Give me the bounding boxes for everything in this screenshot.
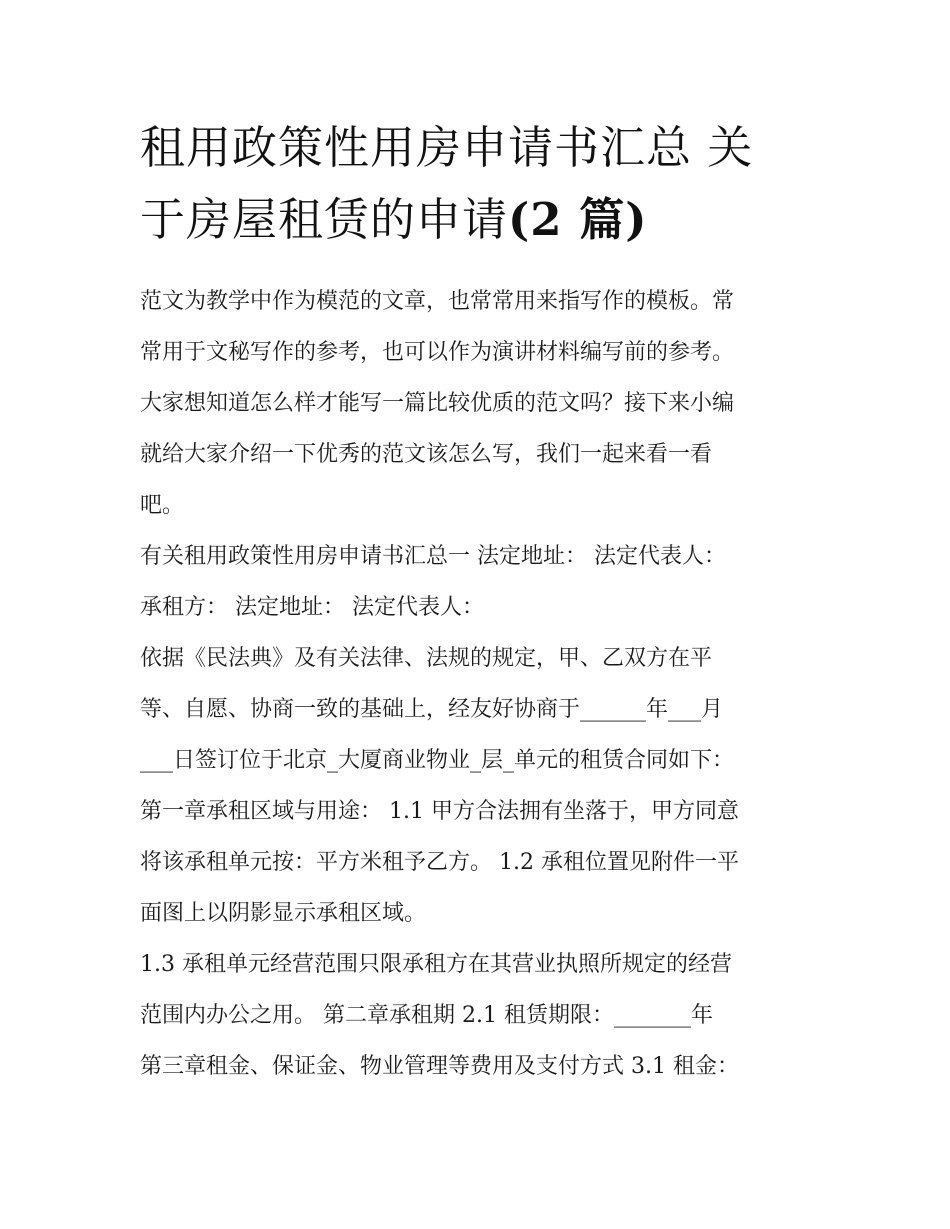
paragraph-line: 第三章租金、保证金、物业管理等费用及支付方式 3.1 租金：	[140, 1054, 739, 1079]
paragraph-line: 第一章承租区域与用途： 1.1 甲方合法拥有坐落于，甲方同意	[140, 799, 739, 824]
document-body	[140, 276, 830, 1092]
paragraph-line: 范文为教学中作为模范的文章，也常常用来指写作的模板。常	[140, 289, 735, 314]
title-line-2	[140, 184, 820, 256]
paragraph-line: 范围内办公之用。 第二章承租期 2.1 租赁期限：_______年	[140, 1003, 713, 1028]
title-line-2-text: 于房屋租赁的申请	[140, 193, 509, 246]
paragraph-line: 依据《民法典》及有关法律、法规的规定，甲、乙双方在平	[140, 646, 713, 671]
title-line-2-count: (2 篇)	[508, 193, 648, 246]
paragraph-line: 将该承租单元按：平方米租予乙方。 1.2 承租位置见附件一平	[140, 850, 739, 875]
paragraph-line: 大家想知道怎么样才能写一篇比较优质的范文吗？接下来小编	[140, 391, 735, 416]
paragraph-line: 1.3 承租单元经营范围只限承租方在其营业执照所规定的经营	[140, 952, 732, 977]
paragraph-line: 等、自愿、协商一致的基础上，经友好协商于______年___月	[140, 697, 724, 722]
paragraph-line: 面图上以阴影显示承租区域。	[140, 901, 427, 926]
paragraph-line: ___日签订位于北京_大厦商业物业_层_单元的租赁合同如下：	[140, 748, 735, 773]
title-line-1: 租用政策性用房申请书汇总 关	[140, 121, 754, 174]
paragraph-line: 常用于文秘写作的参考，也可以作为演讲材料编写前的参考。	[140, 340, 735, 365]
paragraph-line: 承租方： 法定地址： 法定代表人：	[140, 595, 484, 620]
document-title	[140, 112, 820, 256]
paragraph-line: 有关租用政策性用房申请书汇总一 法定地址： 法定代表人：	[140, 544, 726, 569]
paragraph-line: 吧。	[140, 493, 185, 518]
paragraph-line: 就给大家介绍一下优秀的范文该怎么写，我们一起来看一看	[140, 442, 713, 467]
